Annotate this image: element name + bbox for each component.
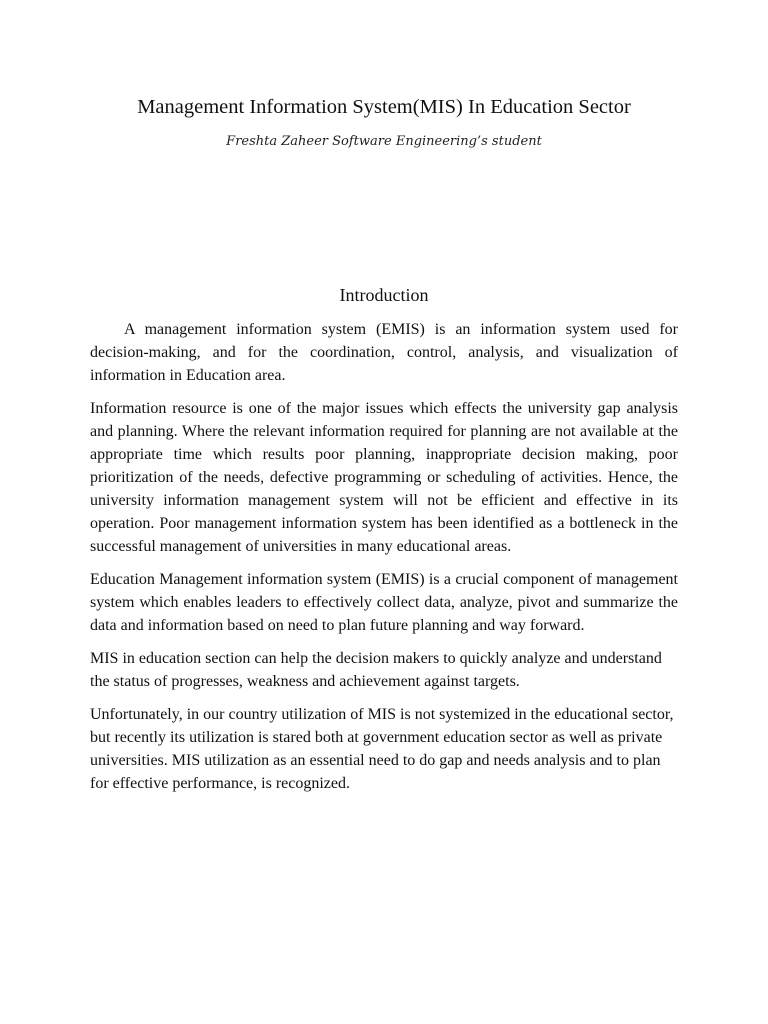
author-line: Freshta Zaheer Software Engineering’s student — [226, 134, 542, 149]
paragraph-3: Education Management information system (EMIS) is a crucial component of management system which enables leaders to effectively collect data, analyze, pivot and summarize the data and information based on need to plan future planning and way forward. — [90, 571, 678, 634]
paragraph-2: Information resource is one of the major issues which effects the university gap analysis and planning. Where the relevant information required for planning are not available at the appropriate time which results poor planning, inappropriate decision making, poor prioritization of the needs, defective programming or scheduling of activities. Hence, the university information management system will not be efficient and effective in its operation. Poor management information system has been identified as a bottleneck in the successful management of universities in many educational areas. — [90, 400, 678, 555]
body-text — [90, 318, 678, 805]
paragraph-4: MIS in education section can help the decision makers to quickly analyze and understand the status of progresses, weakness and achievement against targets. — [90, 650, 662, 690]
paragraph-5: Unfortunately, in our country utilization of MIS is not systemized in the educational sector, but recently its utilization is stared both at government education sector as well as private universities. MIS utilization as an essential need to do gap and needs analysis and to plan for effective performance, is recognized. — [90, 706, 674, 792]
section-heading-introduction: Introduction — [339, 285, 429, 305]
paragraph-1: A management information system (EMIS) is an information system used for decision-making, and for the coordination, control, analysis, and visualization of information in Education area. — [90, 321, 678, 384]
document-title: Management Information System(MIS) In Education Sector — [137, 96, 631, 118]
